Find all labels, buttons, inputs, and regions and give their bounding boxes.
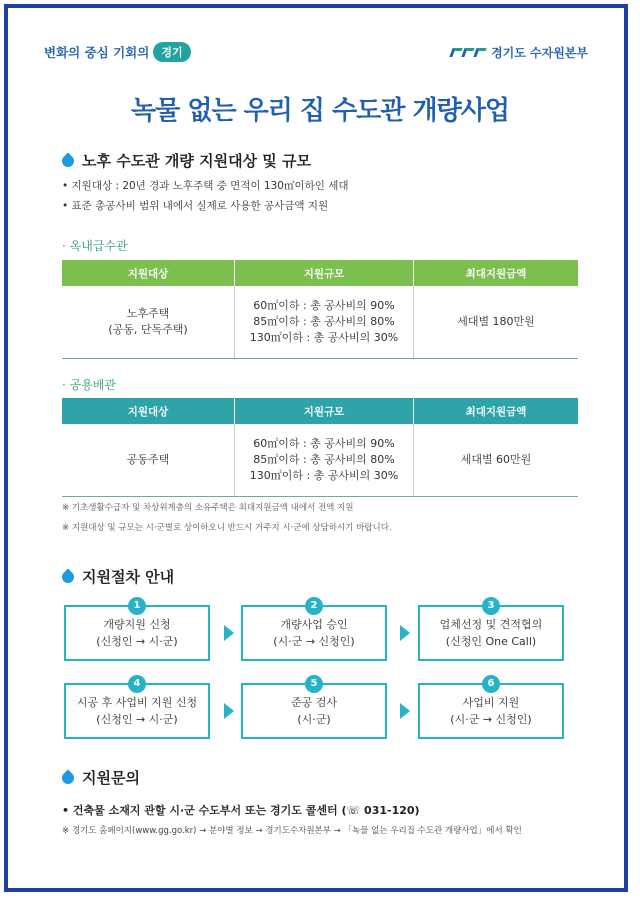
notes	[62, 498, 392, 538]
step-number: 4	[128, 675, 146, 693]
table-cell	[62, 286, 235, 359]
org-name: 경기도 수자원본부	[491, 46, 588, 60]
table-cell: 공동주택	[62, 424, 235, 497]
water-drop-icon	[60, 152, 77, 169]
step-title: 사업비 지원	[462, 696, 520, 709]
cell-line: 노후주택	[126, 307, 170, 320]
step-detail: (시·군 → 신청인)	[450, 713, 532, 726]
slogan	[44, 42, 191, 62]
step-detail: (신청인 One Call)	[445, 635, 537, 648]
cell-line: 60㎡이하 : 총 공사비의 90%	[253, 299, 395, 312]
contact-info: • 건축물 소재지 관할 시·군 수도부서 또는 경기도 콜센터 (☏ 031-120)	[62, 804, 420, 817]
table-header: 지원규모	[235, 260, 414, 286]
indoor-pipe-table	[62, 260, 578, 359]
step-title: 개량사업 승인	[280, 618, 348, 631]
table-header: 최대지원금액	[414, 260, 579, 286]
step-title: 시공 후 사업비 지원 신청	[76, 696, 198, 709]
arrow-right-icon	[400, 703, 410, 719]
table-header: 최대지원금액	[414, 398, 579, 424]
water-drop-icon	[60, 769, 77, 786]
page-title: 녹물 없는 우리 집 수도관 개량사업	[131, 96, 509, 126]
table-row	[62, 286, 578, 359]
step-4	[64, 678, 210, 739]
step-number: 1	[128, 597, 146, 615]
step-5	[241, 678, 387, 739]
step-detail: (신청인 → 시·군)	[96, 713, 178, 726]
step-detail: (시·군)	[297, 713, 331, 726]
note-item: ※ 지원대상 및 규모는 시·군별로 상이하오니 반드시 거주지 시·군에 상담하시기 바랍니다.	[62, 523, 392, 533]
common-pipe-table	[62, 398, 578, 497]
contact-note: ※ 경기도 홈페이지(www.gg.go.kr) → 분야별 정보 → 경기도수자원본부 → 「녹물 없는 우리집 수도관 개량사업」에서 확인	[62, 826, 522, 836]
step-title: 준공 검사	[290, 696, 337, 709]
org-logo	[451, 44, 588, 61]
bullet-item: • 지원대상 : 20년 경과 노후주택 중 면적이 130㎡이하인 세대	[62, 180, 349, 192]
section-contact	[62, 767, 140, 788]
arrow-right-icon	[224, 703, 234, 719]
table-cell	[235, 286, 414, 359]
section-support-target	[62, 150, 311, 171]
step-number: 5	[305, 675, 323, 693]
cell-line: (공동, 단독주택)	[108, 323, 188, 336]
section-heading: 노후 수도관 개량 지원대상 및 규모	[82, 152, 311, 170]
table1-label: · 옥내급수관	[62, 239, 128, 253]
arrow-right-icon	[224, 625, 234, 641]
step-number: 6	[482, 675, 500, 693]
table-header: 지원대상	[62, 260, 235, 286]
support-bullets	[62, 176, 349, 216]
section-procedure	[62, 566, 174, 587]
step-title: 업체선정 및 견적협의	[439, 618, 543, 631]
step-detail: (시·군 → 신청인)	[273, 635, 355, 648]
slogan-pill: 경기	[153, 42, 190, 62]
cell-line: 130㎡이하 : 총 공사비의 30%	[249, 469, 399, 482]
section-heading: 지원문의	[82, 769, 140, 787]
cell-line: 85㎡이하 : 총 공사비의 80%	[253, 315, 395, 328]
step-number: 2	[305, 597, 323, 615]
slogan-text: 변화의 중심 기회의	[44, 45, 150, 60]
step-2	[241, 600, 387, 661]
arrow-right-icon	[400, 625, 410, 641]
step-number: 3	[482, 597, 500, 615]
table-header: 지원대상	[62, 398, 235, 424]
org-logo-icon	[451, 48, 485, 57]
water-drop-icon	[60, 568, 77, 585]
step-3	[418, 600, 564, 661]
bullet-item: • 표준 총공사비 범위 내에서 실제로 사용한 공사금액 지원	[62, 200, 329, 212]
table-header: 지원규모	[235, 398, 414, 424]
step-1	[64, 600, 210, 661]
table-cell: 세대별 60만원	[414, 424, 579, 497]
cell-line: 85㎡이하 : 총 공사비의 80%	[253, 453, 395, 466]
section-heading: 지원절차 안내	[82, 568, 175, 586]
table-row	[62, 424, 578, 497]
step-detail: (신청인 → 시·군)	[96, 635, 178, 648]
cell-line: 130㎡이하 : 총 공사비의 30%	[249, 331, 399, 344]
cell-line: 60㎡이하 : 총 공사비의 90%	[253, 437, 395, 450]
table2-label: · 공용배관	[62, 378, 116, 392]
step-6	[418, 678, 564, 739]
step-title: 개량지원 신청	[103, 618, 171, 631]
note-item: ※ 기초생활수급자 및 차상위계층의 소유주택은 최대지원금액 내에서 전액 지원	[62, 503, 354, 513]
table-cell: 세대별 180만원	[414, 286, 579, 359]
table-cell	[235, 424, 414, 497]
